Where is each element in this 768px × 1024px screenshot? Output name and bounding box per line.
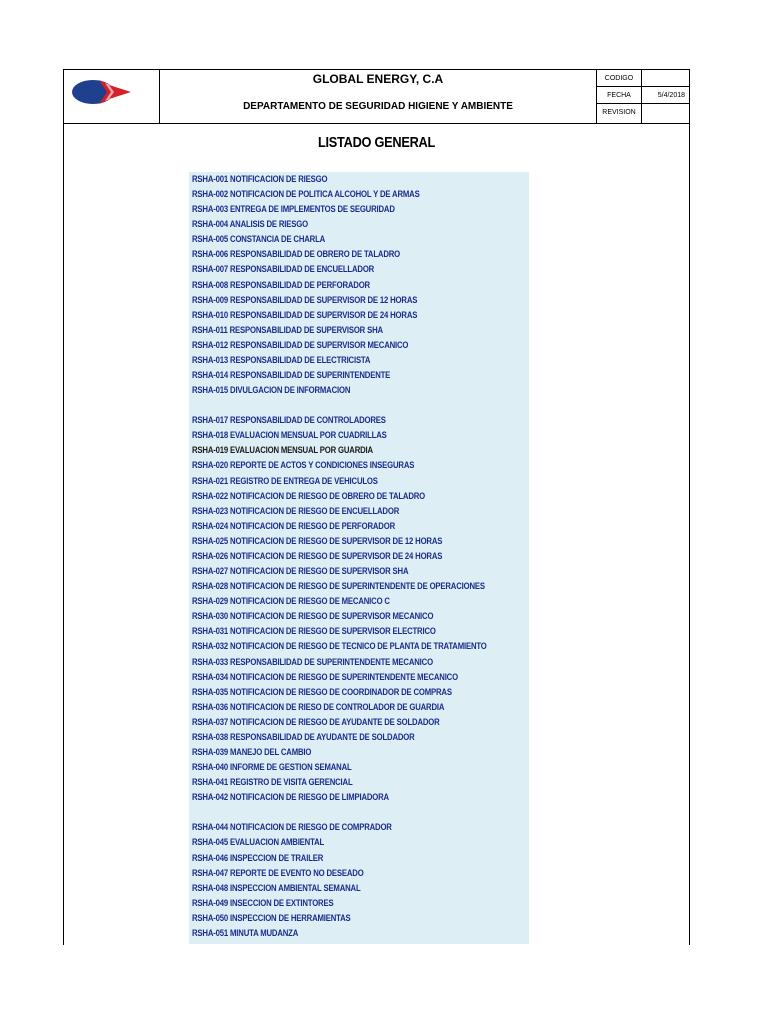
list-item: RSHA-030 NOTIFICACION DE RIESGO DE SUPERVISOR MECANICO — [192, 611, 434, 622]
list-item: RSHA-018 EVALUACION MENSUAL POR CUADRILLAS — [192, 430, 387, 441]
meta-value: 5/4/2018 — [657, 92, 685, 99]
list-item: RSHA-007 RESPONSABILIDAD DE ENCUELLADOR — [192, 264, 375, 275]
list-item: RSHA-036 NOTIFICACION DE RIESO DE CONTROLADOR DE GUARDIA — [192, 701, 445, 712]
list-item: RSHA-003 ENTREGA DE IMPLEMENTOS DE SEGURIDAD — [192, 204, 395, 215]
list-item-blank — [192, 805, 484, 820]
list-item: RSHA-022 NOTIFICACION DE RIESGO DE OBRERO DE TALADRO — [192, 490, 426, 501]
list-item: RSHA-047 REPORTE DE EVENTO NO DESEADO — [192, 867, 364, 878]
list-item: RSHA-029 NOTIFICACION DE RIESGO DE MECANICO C — [192, 596, 390, 607]
list-item: RSHA-041 REGISTRO DE VISITA GERENCIAL — [192, 777, 353, 788]
list-item: RSHA-001 NOTIFICACION DE RIESGO — [192, 174, 328, 184]
list-item: RSHA-006 RESPONSABILIDAD DE OBRERO DE TALADRO — [192, 249, 400, 260]
list-item: RSHA-049 INSECCION DE EXTINTORES — [192, 897, 334, 908]
list-item: RSHA-017 RESPONSABILIDAD DE CONTROLADORES — [192, 415, 386, 426]
list-item: RSHA-014 RESPONSABILIDAD DE SUPERINTENDENTE — [192, 370, 391, 381]
meta-label: FECHA — [597, 87, 642, 103]
list-item: RSHA-028 NOTIFICACION DE RIESGO DE SUPERINTENDENTE DE OPERACIONES — [192, 581, 485, 592]
list-item: RSHA-024 NOTIFICACION DE RIESGO DE PERFORADOR — [192, 520, 395, 531]
list-item: RSHA-008 RESPONSABILIDAD DE PERFORADOR — [192, 279, 370, 290]
meta-row-code — [597, 70, 689, 87]
company-name: GLOBAL ENERGY, C.A — [312, 72, 444, 86]
meta-label: CODIGO — [597, 70, 642, 86]
list-item-blank — [192, 398, 484, 413]
list-item: RSHA-010 RESPONSABILIDAD DE SUPERVISOR DE 24 HORAS — [192, 309, 418, 320]
document-meta-table — [596, 70, 689, 123]
list-item: RSHA-037 NOTIFICACION DE RIESGO DE AYUDANTE DE SOLDADOR — [192, 716, 440, 727]
list-item: RSHA-045 EVALUACION AMBIENTAL — [192, 837, 325, 848]
list-item: RSHA-023 NOTIFICACION DE RIESGO DE ENCUELLADOR — [192, 505, 400, 516]
meta-value — [642, 70, 689, 86]
list-item: RSHA-042 NOTIFICACION DE RIESGO DE LIMPIADORA — [192, 792, 389, 803]
list-item: RSHA-044 NOTIFICACION DE RIESGO DE COMPRADOR — [192, 822, 392, 833]
department-name: DEPARTAMENTO DE SEGURIDAD HIGIENE Y AMBIENTE — [243, 101, 513, 112]
list-item: RSHA-038 RESPONSABILIDAD DE AYUDANTE DE SOLDADOR — [192, 731, 415, 742]
meta-row-revision — [597, 104, 689, 123]
list-item: RSHA-012 RESPONSABILIDAD DE SUPERVISOR MECANICO — [192, 339, 409, 350]
list-item: RSHA-020 REPORTE DE ACTOS Y CONDICIONES INSEGURAS — [192, 460, 415, 471]
document-header — [64, 70, 689, 124]
list-item: RSHA-031 NOTIFICACION DE RIESGO DE SUPERVISOR ELECTRICO — [192, 626, 436, 637]
list-item: RSHA-032 NOTIFICACION DE RIESGO DE TECNICO DE PLANTA DE TRATAMIENTO — [192, 641, 487, 652]
list-item: RSHA-027 NOTIFICACION DE RIESGO DE SUPERVISOR SHA — [192, 566, 409, 577]
list-item: RSHA-048 INSPECCION AMBIENTAL SEMANAL — [192, 882, 361, 893]
list-item: RSHA-033 RESPONSABILIDAD DE SUPERINTENDENTE MECANICO — [192, 656, 433, 667]
list-item: RSHA-050 INSPECCION DE HERRAMIENTAS — [192, 912, 351, 923]
list-item: RSHA-026 NOTIFICACION DE RIESGO DE SUPERVISOR DE 24 HORAS — [192, 550, 443, 561]
list-item: RSHA-011 RESPONSABILIDAD DE SUPERVISOR SHA — [192, 324, 383, 335]
list-item: RSHA-035 NOTIFICACION DE RIESGO DE COORDINADOR DE COMPRAS — [192, 686, 452, 697]
list-item: RSHA-015 DIVULGACION DE INFORMACION — [192, 385, 351, 396]
page-title: LISTADO GENERAL — [317, 134, 436, 151]
list-item: RSHA-002 NOTIFICACION DE POLITICA ALCOHOL Y DE ARMAS — [192, 189, 420, 200]
list-item: RSHA-025 NOTIFICACION DE RIESGO DE SUPERVISOR DE 12 HORAS — [192, 535, 443, 546]
list-item: RSHA-004 ANALISIS DE RIESGO — [192, 219, 308, 230]
list-item: RSHA-013 RESPONSABILIDAD DE ELECTRICISTA — [192, 354, 371, 365]
meta-label: REVISION — [597, 104, 642, 123]
list-item: RSHA-021 REGISTRO DE ENTREGA DE VEHICULOS — [192, 475, 378, 486]
list-item: RSHA-005 CONSTANCIA DE CHARLA — [192, 234, 326, 245]
list-item: RSHA-051 MINUTA MUDANZA — [192, 927, 299, 938]
meta-value — [642, 104, 689, 123]
meta-row-date — [597, 87, 689, 104]
list-item: RSHA-034 NOTIFICACION DE RIESGO DE SUPERINTENDENTE MECANICO — [192, 671, 458, 682]
list-item: RSHA-019 EVALUACION MENSUAL POR GUARDIA — [192, 445, 373, 456]
logo-cell — [64, 70, 160, 123]
company-logo-icon — [69, 76, 135, 108]
list-item: RSHA-039 MANEJO DEL CAMBIO — [192, 746, 312, 757]
list-item: RSHA-040 INFORME DE GESTION SEMANAL — [192, 762, 352, 773]
document-list — [192, 172, 532, 941]
list-item: RSHA-009 RESPONSABILIDAD DE SUPERVISOR DE 12 HORAS — [192, 294, 418, 305]
list-item: RSHA-046 INSPECCION DE TRAILER — [192, 852, 324, 863]
